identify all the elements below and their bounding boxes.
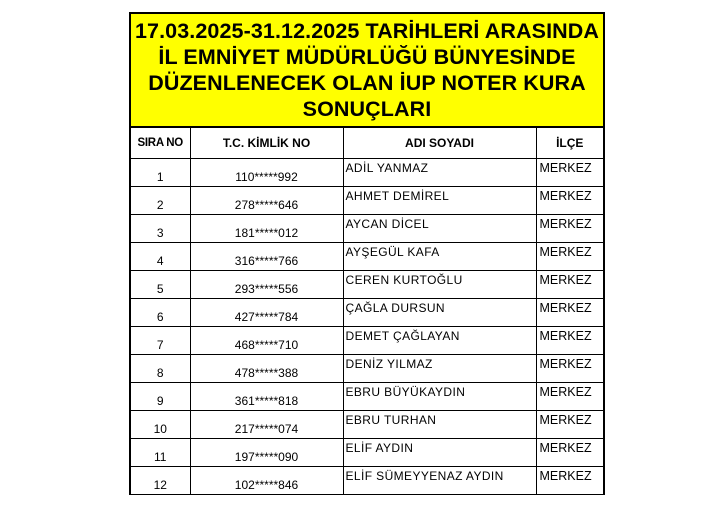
row-ilce: MERKEZ [536, 214, 603, 242]
row-tc-kimlik-no: 217*****074 [190, 410, 343, 438]
row-adi-soyadi: DEMET ÇAĞLAYAN [343, 326, 536, 354]
row-tc-kimlik-no: 468*****710 [190, 326, 343, 354]
table-header-row [131, 128, 603, 158]
title-line: İL EMNİYET MÜDÜRLÜĞÜ BÜNYESİNDE [158, 45, 576, 69]
row-ilce: MERKEZ [536, 382, 603, 410]
table-row [131, 438, 603, 466]
title-line: SONUÇLARI [302, 97, 432, 121]
table-row [131, 298, 603, 326]
results-table [131, 128, 603, 495]
row-ilce: MERKEZ [536, 326, 603, 354]
row-ilce: MERKEZ [536, 298, 603, 326]
row-sira-no: 12 [131, 466, 190, 494]
row-ilce: MERKEZ [536, 466, 603, 494]
table-row [131, 466, 603, 494]
row-sira-no: 8 [131, 354, 190, 382]
row-ilce: MERKEZ [536, 158, 603, 186]
table-row [131, 410, 603, 438]
table-row [131, 326, 603, 354]
row-tc-kimlik-no: 478*****388 [190, 354, 343, 382]
row-sira-no: 5 [131, 270, 190, 298]
row-adi-soyadi: ADİL YANMAZ [343, 158, 536, 186]
row-sira-no: 7 [131, 326, 190, 354]
row-sira-no: 6 [131, 298, 190, 326]
row-sira-no: 2 [131, 186, 190, 214]
table-row [131, 158, 603, 186]
row-tc-kimlik-no: 181*****012 [190, 214, 343, 242]
row-adi-soyadi: ÇAĞLA DURSUN [343, 298, 536, 326]
table-row [131, 186, 603, 214]
header-adi-soyadi: ADI SOYADI [343, 128, 536, 158]
title-line: 17.03.2025-31.12.2025 TARİHLERİ ARASINDA [134, 19, 600, 43]
row-ilce: MERKEZ [536, 242, 603, 270]
row-adi-soyadi: EBRU TURHAN [343, 410, 536, 438]
row-adi-soyadi: EBRU BÜYÜKAYDIN [343, 382, 536, 410]
document-title [131, 14, 603, 128]
row-adi-soyadi: AYŞEGÜL KAFA [343, 242, 536, 270]
row-tc-kimlik-no: 278*****646 [190, 186, 343, 214]
row-sira-no: 9 [131, 382, 190, 410]
row-ilce: MERKEZ [536, 270, 603, 298]
table-row [131, 354, 603, 382]
row-tc-kimlik-no: 316*****766 [190, 242, 343, 270]
table-row [131, 242, 603, 270]
header-sira-no: SIRA NO [131, 128, 190, 158]
row-sira-no: 1 [131, 158, 190, 186]
row-adi-soyadi: CEREN KURTOĞLU [343, 270, 536, 298]
row-sira-no: 11 [131, 438, 190, 466]
title-line: DÜZENLENECEK OLAN İUP NOTER KURA [148, 71, 586, 95]
row-adi-soyadi: ELİF SÜMEYYENAZ AYDIN [343, 466, 536, 494]
row-tc-kimlik-no: 293*****556 [190, 270, 343, 298]
row-ilce: MERKEZ [536, 438, 603, 466]
row-ilce: MERKEZ [536, 186, 603, 214]
row-adi-soyadi: ELİF AYDIN [343, 438, 536, 466]
row-ilce: MERKEZ [536, 410, 603, 438]
results-document [129, 12, 605, 495]
row-sira-no: 10 [131, 410, 190, 438]
row-tc-kimlik-no: 197*****090 [190, 438, 343, 466]
row-tc-kimlik-no: 427*****784 [190, 298, 343, 326]
header-ilce: İLÇE [536, 128, 603, 158]
row-tc-kimlik-no: 110*****992 [190, 158, 343, 186]
row-sira-no: 4 [131, 242, 190, 270]
row-sira-no: 3 [131, 214, 190, 242]
row-adi-soyadi: DENİZ YILMAZ [343, 354, 536, 382]
row-ilce: MERKEZ [536, 354, 603, 382]
row-adi-soyadi: AYCAN DİCEL [343, 214, 536, 242]
table-row [131, 270, 603, 298]
table-row [131, 214, 603, 242]
header-tc-kimlik-no: T.C. KİMLİK NO [190, 128, 343, 158]
table-row [131, 382, 603, 410]
row-tc-kimlik-no: 102*****846 [190, 466, 343, 494]
row-adi-soyadi: AHMET DEMİREL [343, 186, 536, 214]
row-tc-kimlik-no: 361*****818 [190, 382, 343, 410]
